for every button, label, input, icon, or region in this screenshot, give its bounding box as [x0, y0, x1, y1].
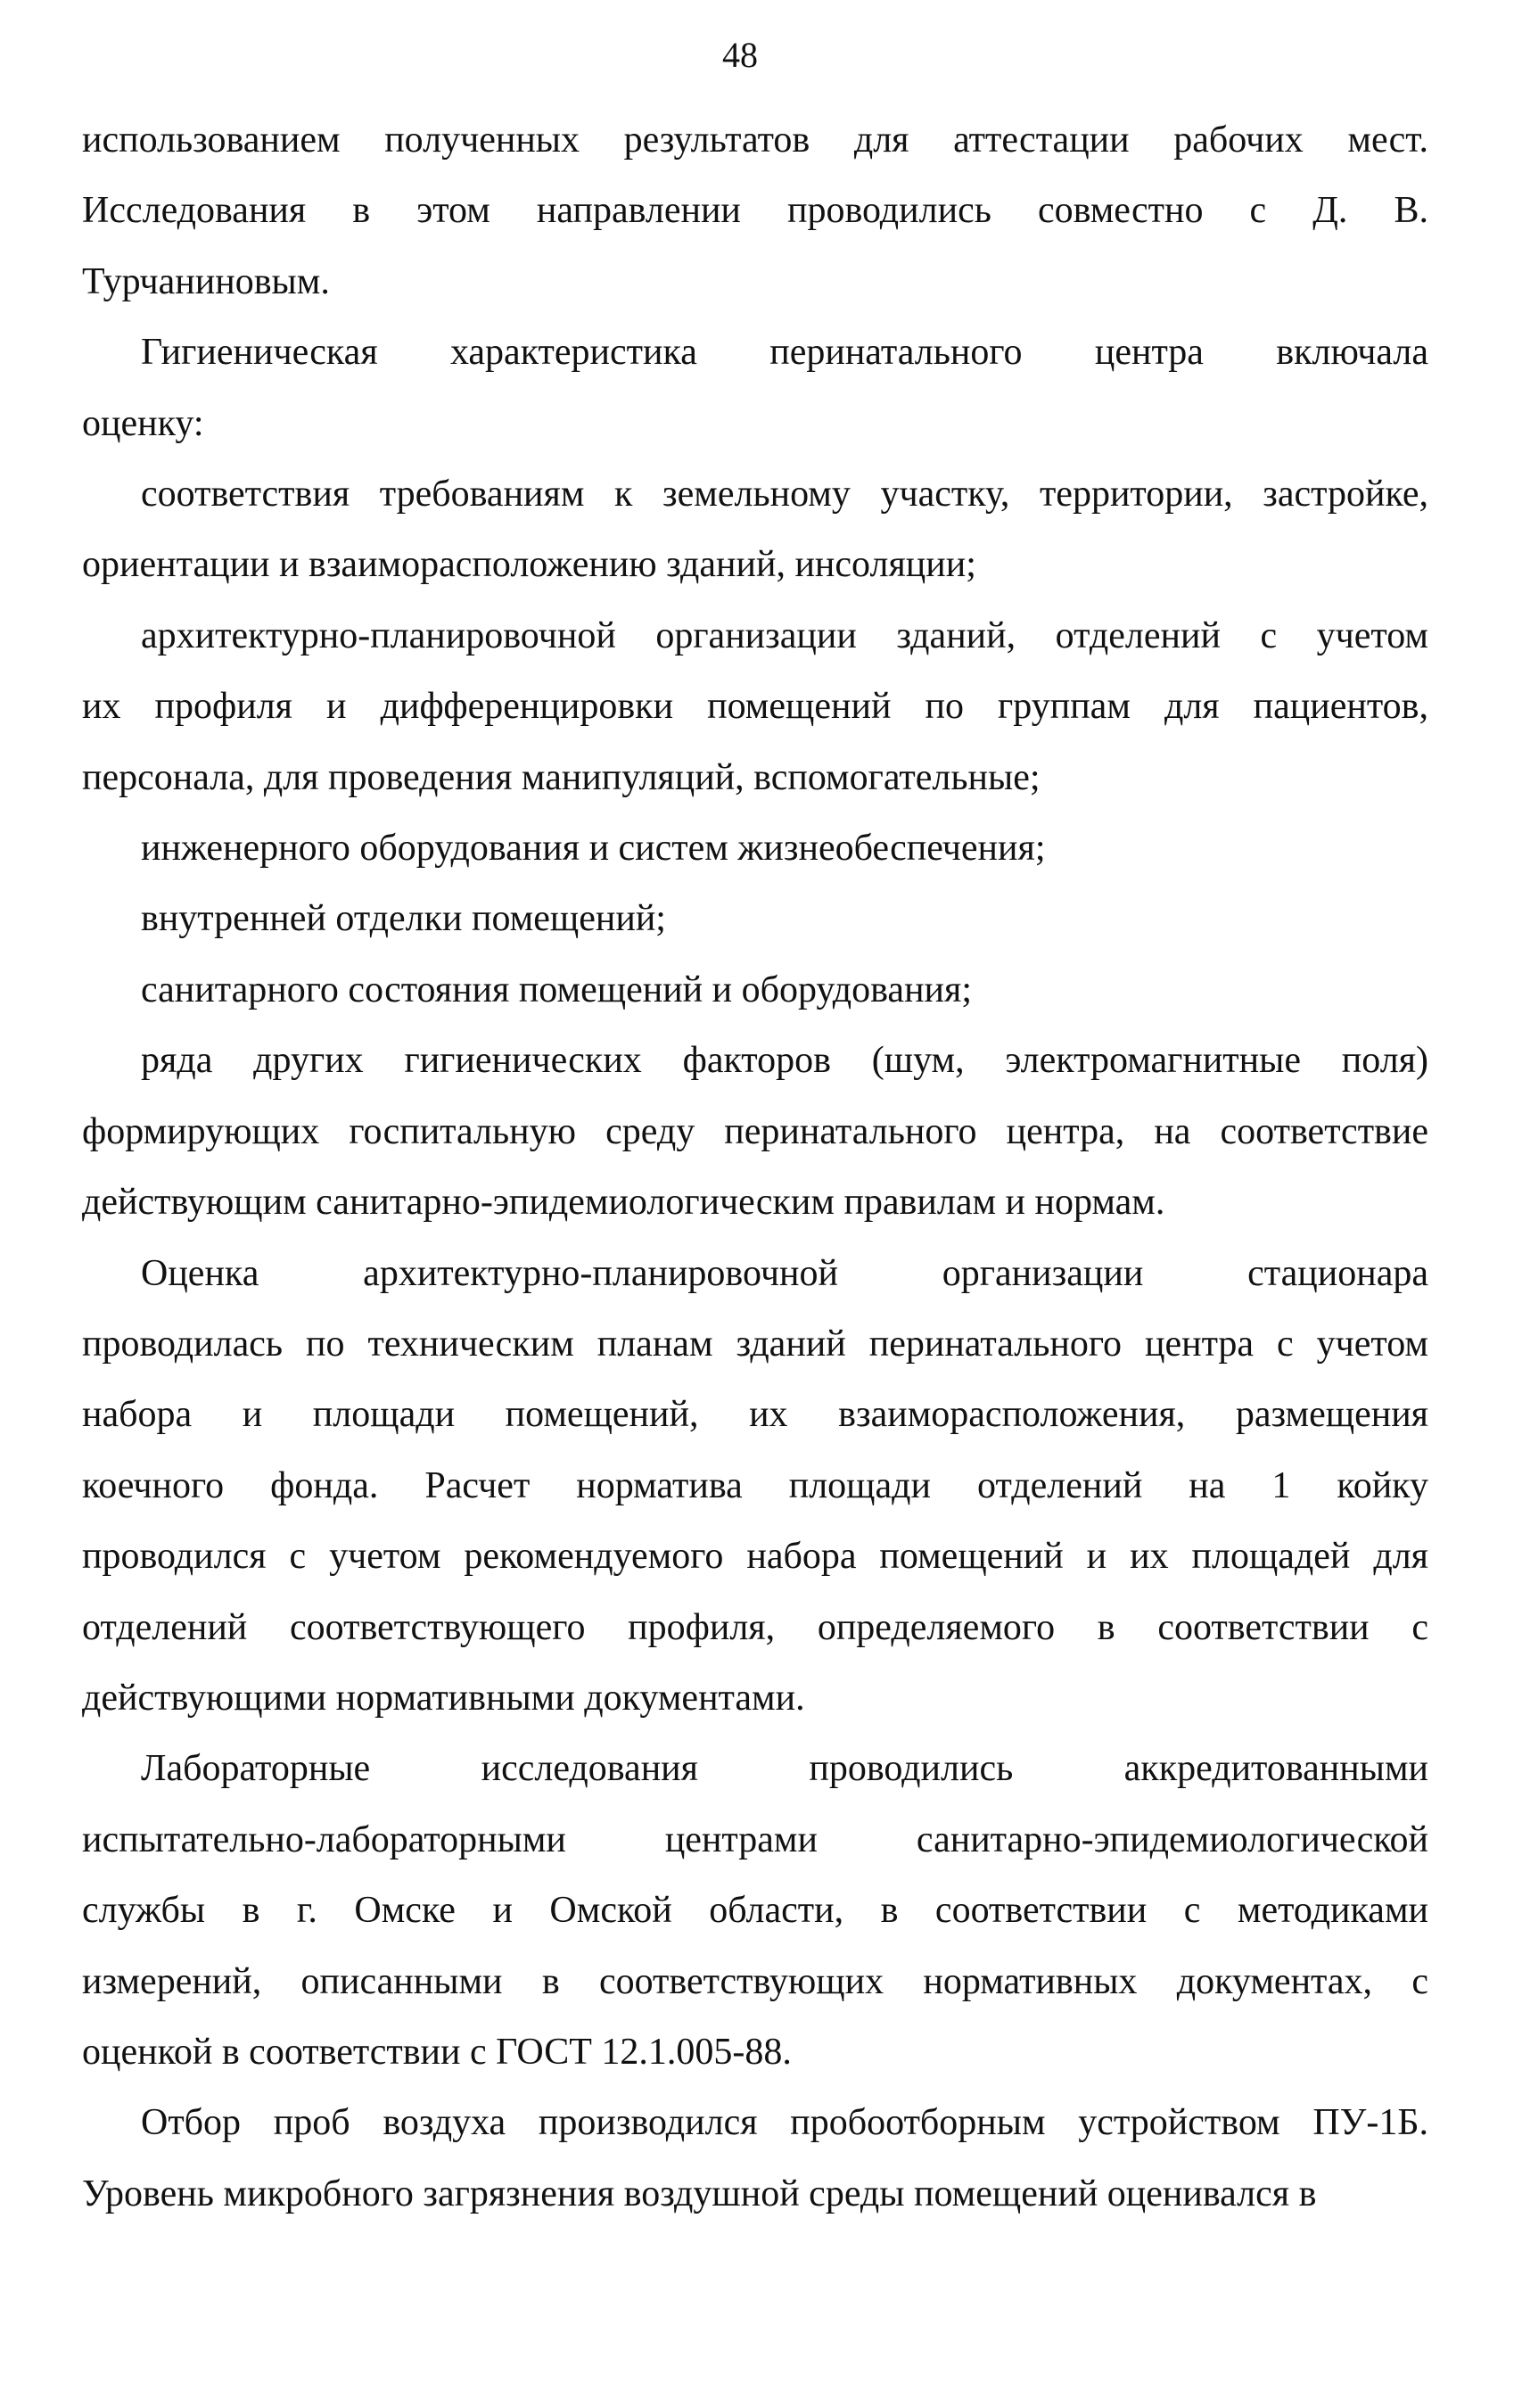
text-line: набора и площади помещений, их взаиморасположения, размещения — [82, 1394, 1428, 1436]
paragraph — [82, 1239, 1428, 1735]
text-line: Гигиеническая характеристика перинатального центра включала — [141, 332, 1428, 374]
paragraph — [82, 955, 1428, 1026]
text-line: Исследования в этом направлении проводились совместно с Д. В. — [82, 190, 1428, 232]
paragraph — [82, 2088, 1428, 2230]
text-line: архитектурно-планировочной организации зданий, отделений с учетом — [141, 614, 1428, 656]
text-line: оценку: — [82, 402, 204, 444]
text-line: проводился с учетом рекомендуемого набора помещений и их площадей для — [82, 1536, 1428, 1578]
text-line: коечного фонда. Расчет норматива площади отделений на 1 койку — [82, 1464, 1428, 1506]
text-line: действующим санитарно-эпидемиологическим правилам и нормам. — [82, 1182, 1165, 1224]
text-line: их профиля и дифференцировки помещений по группам для пациентов, — [82, 686, 1428, 728]
text-line: проводилась по техническим планам зданий перинатального центра с учетом — [82, 1323, 1428, 1365]
text-line: оценкой в соответствии с ГОСТ 12.1.005-88. — [82, 2031, 792, 2073]
paragraph — [82, 813, 1428, 884]
text-line: персонала, для проведения манипуляций, вспомогательные; — [82, 756, 1041, 798]
text-line: санитарного состояния помещений и оборудования; — [141, 969, 973, 1010]
text-line: Отбор проб воздуха производился пробоотборным устройством ПУ-1Б. — [141, 2102, 1428, 2144]
paragraph — [82, 884, 1428, 954]
text-line: инженерного оборудования и систем жизнеобеспечения; — [141, 828, 1046, 870]
text-line: формирующих госпитальную среду перинатального центра, на соответствие — [82, 1110, 1428, 1152]
text-line: ориентации и взаиморасположению зданий, инсоляции; — [82, 544, 976, 586]
text-line: измерений, описанными в соответствующих нормативных документах, с — [82, 1960, 1428, 2002]
text-line: ряда других гигиенических факторов (шум, электромагнитные поля) — [141, 1040, 1428, 1082]
paragraph — [82, 105, 1428, 317]
text-line: соответствия требованиям к земельному участку, территории, застройке, — [141, 474, 1428, 515]
text-line: внутренней отделки помещений; — [141, 898, 666, 940]
text-line: действующими нормативными документами. — [82, 1677, 805, 1719]
paragraph — [82, 1734, 1428, 2088]
text-line: использованием полученных результатов для аттестации рабочих мест. — [82, 120, 1428, 161]
text-line: Оценка архитектурно-планировочной организации стационара — [141, 1252, 1428, 1294]
text-line: испытательно-лабораторными центрами санитарно-эпидемиологической — [82, 1818, 1428, 1860]
text-line: отделений соответствующего профиля, определяемого в соответствии с — [82, 1606, 1428, 1648]
text-line: Лабораторные исследования проводились аккредитованными — [141, 1748, 1428, 1790]
document-body — [82, 105, 1428, 2230]
text-line: Уровень микробного загрязнения воздушной среды помещений оценивался в — [82, 2173, 1317, 2214]
paragraph — [82, 601, 1428, 813]
text-line: Турчаниновым. — [82, 260, 330, 302]
text-line: службы в г. Омске и Омской области, в соответствии с методиками — [82, 1890, 1428, 1932]
page-number: 48 — [722, 35, 758, 75]
paragraph — [82, 459, 1428, 601]
paragraph — [82, 1026, 1428, 1238]
paragraph — [82, 317, 1428, 459]
